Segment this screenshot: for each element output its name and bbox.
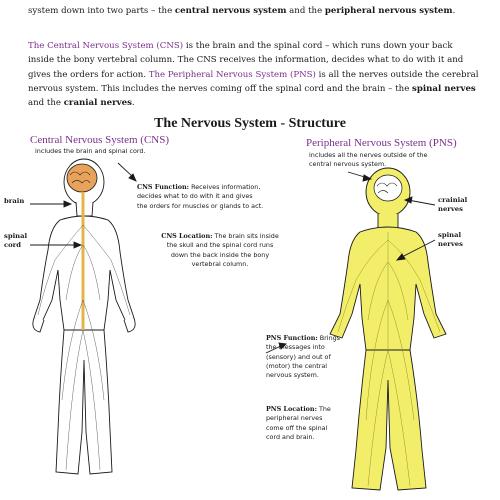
spinal-nerves-label xyxy=(438,231,463,249)
pns-subheading xyxy=(309,151,428,170)
cns-function-block xyxy=(137,183,297,211)
cns-function-line: decides what to do with it and gives xyxy=(137,192,253,201)
cns-subheading: includes the brain and spinal cord. xyxy=(35,147,146,155)
cranial-nerves-label-line2: nerves xyxy=(438,205,463,213)
spinal-cord-label-line1: spinal xyxy=(4,232,28,240)
pns-location-line: cord and brain. xyxy=(266,432,315,441)
cns-location-block xyxy=(140,232,300,269)
spinal-nerves-label-line2: nerves xyxy=(438,240,463,248)
cns-term: central nervous system xyxy=(174,6,287,16)
pns-function-block xyxy=(266,334,366,380)
cns-location-title: CNS Location: xyxy=(161,232,213,240)
cns-location-line: vertebral column. xyxy=(191,259,249,268)
pns-function-line: Brings xyxy=(317,334,341,342)
cns-function-line: Receives information, xyxy=(189,183,261,191)
definition-text: gives the orders for action. xyxy=(28,69,149,80)
pns-location-line: The xyxy=(316,405,331,413)
cranial-nerves-term: cranial nerves xyxy=(63,98,132,109)
spinal-nerves-term: spinal nerves xyxy=(412,83,476,94)
brain-shape xyxy=(67,164,97,192)
cns-location-line: down the back inside the bony xyxy=(170,250,270,259)
pns-location-block xyxy=(266,405,366,442)
brain-label: brain xyxy=(4,197,25,205)
pns-location-line: peripheral nerves xyxy=(266,414,323,423)
pns-location-line: come off the spinal xyxy=(266,423,328,432)
pns-brain-outline xyxy=(374,175,402,201)
cns-function-line: the orders for muscles or glands to act. xyxy=(137,201,264,210)
diagram-title: The Nervous System - Structure xyxy=(154,116,346,131)
cranial-nerves-label xyxy=(438,196,467,214)
intro-text: and the xyxy=(286,6,325,16)
pns-function-line: nervous system. xyxy=(266,371,319,380)
pns-function-line: the messages into xyxy=(266,343,325,352)
definition-text: is the brain and the spinal cord – which runs down your back xyxy=(183,41,453,51)
spinal-nerves-label-line1: spinal xyxy=(438,231,462,239)
cns-location-line: the skull and the spinal cord runs xyxy=(166,241,274,250)
definition-text: is all the nerves outside the cerebral xyxy=(315,69,479,80)
pns-function-line: (motor) the central xyxy=(266,361,328,370)
definition-text: and the xyxy=(28,98,64,109)
pns-term: peripheral nervous system xyxy=(324,6,453,16)
intro-text: . xyxy=(452,6,456,16)
cns-location-line: The brain sits inside xyxy=(212,232,279,240)
spinal-cord-label xyxy=(4,232,27,250)
cranial-nerves-label-line1: crainial xyxy=(438,196,468,204)
definition-text: nervous system. This includes the nerves coming off the spinal cord and the brain – the xyxy=(28,83,413,94)
cns-function-title: CNS Function: xyxy=(137,183,190,191)
pns-heading: Peripheral Nervous System (PNS) xyxy=(306,137,457,149)
spinal-cord-label-line2: cord xyxy=(4,241,22,249)
pns-definition-term: The Peripheral Nervous System (PNS) xyxy=(148,69,316,80)
definition-text: . xyxy=(131,98,135,109)
pns-subheading-line: includes all the nerves outside of the xyxy=(309,151,428,159)
pns-function-line: (sensory) and out of xyxy=(266,352,331,361)
intro-text: system down into two parts – the xyxy=(28,6,175,16)
pns-function-title: PNS Function: xyxy=(266,334,318,342)
definition-line-2: inside the bony vertebral column. The CNS receives the information, decides what to do with it and xyxy=(28,55,464,66)
cns-definition-term: The Central Nervous System (CNS) xyxy=(28,41,184,51)
pns-location-title: PNS Location: xyxy=(266,405,317,413)
pns-subheading-line: central nervous system. xyxy=(309,160,387,169)
cns-heading: Central Nervous System (CNS) xyxy=(30,134,170,146)
